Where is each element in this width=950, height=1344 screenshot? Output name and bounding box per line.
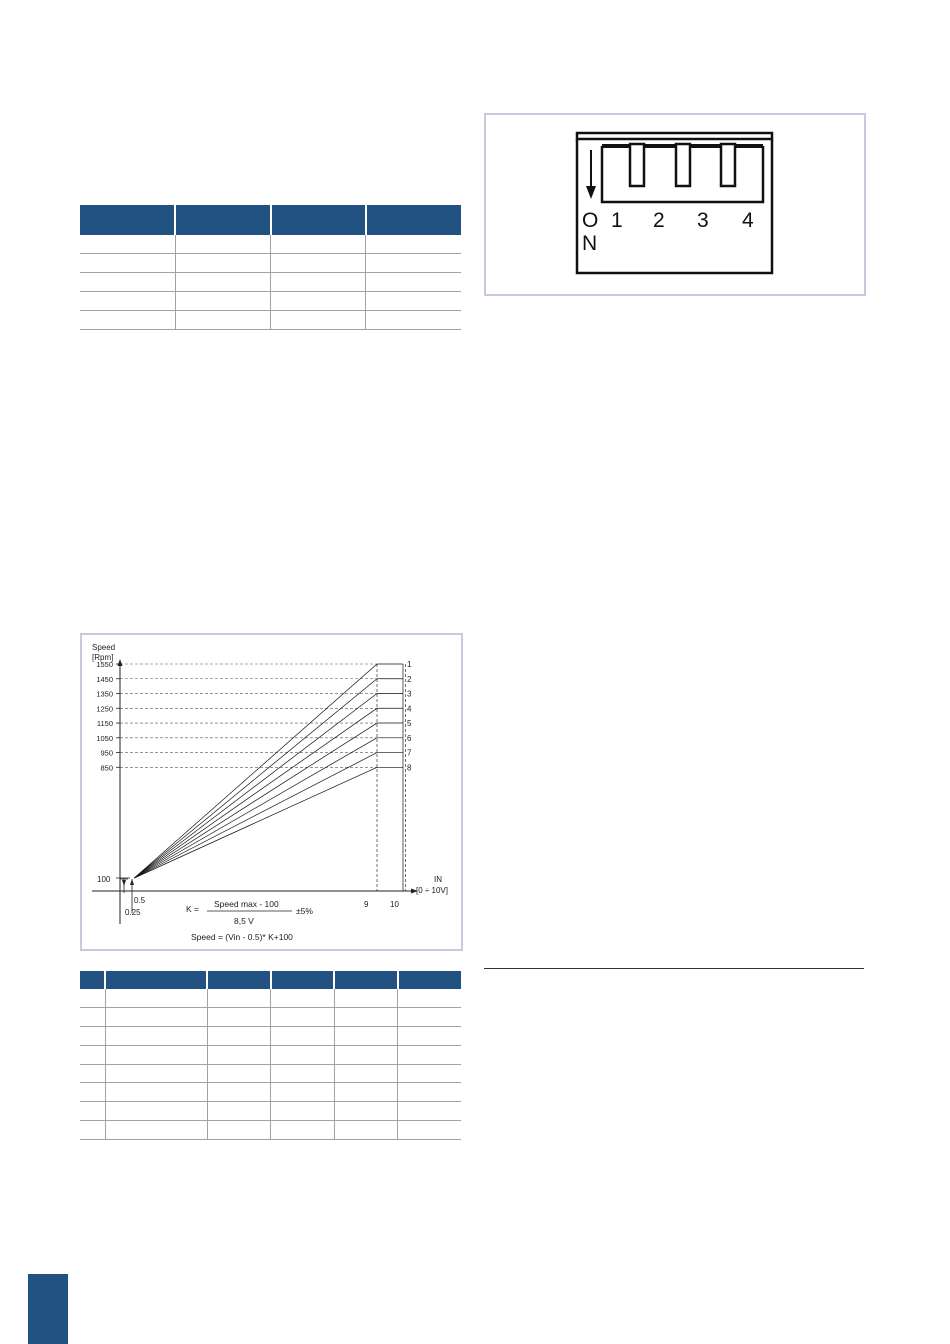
table-1-body — [80, 235, 461, 330]
table-2-cell — [271, 1083, 335, 1102]
table-1-header-cell — [271, 205, 366, 235]
table-2-header-cell — [207, 971, 271, 989]
marker-05-arrow-icon — [130, 879, 134, 885]
series-label: 1 — [407, 660, 412, 669]
speed-chart-frame — [80, 633, 463, 951]
table-2-cell — [207, 1007, 271, 1026]
table-2-row — [80, 1102, 461, 1121]
switch-label-4: 4 — [742, 209, 754, 232]
table-1-cell — [175, 254, 270, 273]
y-axis-arrow-icon — [118, 659, 123, 666]
table-1-cell — [80, 311, 175, 330]
y-tick-label: 950 — [100, 748, 113, 758]
x-start-label-025: 0.25 — [125, 908, 141, 917]
table-2-cell — [271, 1045, 335, 1064]
table-2-cell — [105, 1121, 207, 1140]
series-label: 6 — [407, 733, 412, 743]
page-edge-tab — [28, 1274, 68, 1344]
table-2-cell — [105, 1007, 207, 1026]
table-2-cell — [398, 1121, 462, 1140]
dip-switch-diagram — [486, 115, 864, 294]
table-2-cell — [271, 1121, 335, 1140]
switch-label-2: 2 — [653, 209, 665, 232]
series-label: 7 — [407, 748, 412, 758]
table-1-row — [80, 235, 461, 254]
table-2-row — [80, 1083, 461, 1102]
table-2-cell — [80, 1102, 105, 1121]
series-line-8 — [134, 767, 377, 878]
table-2-cell — [398, 1026, 462, 1045]
table-2-cell — [105, 1026, 207, 1045]
table-2-header-cell — [334, 971, 398, 989]
y-tick-label: 1250 — [96, 704, 113, 714]
table-1-cell — [271, 254, 366, 273]
table-2-cell — [207, 1026, 271, 1045]
table-1-header-cell — [175, 205, 270, 235]
formula-k-prefix: K = — [186, 904, 199, 914]
table-1-row — [80, 292, 461, 311]
table-2-row — [80, 1026, 461, 1045]
table-2-cell — [105, 1064, 207, 1083]
series-label: 8 — [407, 763, 412, 773]
marker-025-arrow-icon — [122, 880, 126, 886]
table-2-cell — [334, 1007, 398, 1026]
arrow-down-icon — [586, 186, 596, 199]
table-2-cell — [80, 1045, 105, 1064]
table-2-cell — [207, 989, 271, 1007]
table-2-cell — [271, 1064, 335, 1083]
on-label-o: O — [582, 209, 599, 232]
table-1-cell — [175, 273, 270, 292]
table-2-cell — [80, 1083, 105, 1102]
table-2-cell — [334, 989, 398, 1007]
table-1-row — [80, 311, 461, 330]
table-1-header-cell — [366, 205, 461, 235]
table-2-cell — [271, 1102, 335, 1121]
table-1-cell — [366, 292, 461, 311]
table-2-row — [80, 989, 461, 1007]
table-2-header-cell — [80, 971, 105, 989]
table-2-cell — [105, 1102, 207, 1121]
table-1-cell — [175, 292, 270, 311]
dip-switch-lever-2[interactable] — [676, 144, 690, 186]
table-1-row — [80, 273, 461, 292]
table-2-cell — [207, 1045, 271, 1064]
table-2-cell — [334, 1121, 398, 1140]
table-2-header-cell — [105, 971, 207, 989]
y-tick-label: 850 — [100, 763, 113, 773]
series-line-4 — [134, 708, 377, 878]
y-tick-label: 1550 — [96, 660, 113, 669]
table-2-cell — [271, 1007, 335, 1026]
switch-label-1: 1 — [611, 209, 623, 232]
y-tick-label: 1450 — [96, 674, 113, 684]
series-label: 3 — [407, 689, 412, 699]
dip-switch-body — [577, 139, 772, 273]
table-1-cell — [175, 235, 270, 254]
table-2-row — [80, 1007, 461, 1026]
series-line-3 — [134, 694, 377, 878]
table-2-cell — [80, 989, 105, 1007]
table-1 — [80, 205, 461, 330]
table-2-row — [80, 1064, 461, 1083]
dip-switch-frame — [484, 113, 866, 296]
table-2-cell — [398, 1045, 462, 1064]
table-1-header-row — [80, 205, 461, 235]
table-1-cell — [271, 235, 366, 254]
table-2-header-row — [80, 971, 461, 989]
table-2-cell — [334, 1026, 398, 1045]
table-1-cell — [271, 273, 366, 292]
table-1-cell — [271, 292, 366, 311]
table-2-cell — [334, 1102, 398, 1121]
dip-switch-top-rail — [577, 133, 772, 139]
table-2-cell — [398, 1064, 462, 1083]
y-axis-label-line2: [Rpm] — [92, 653, 114, 662]
table-2-cell — [334, 1083, 398, 1102]
section-divider — [484, 968, 864, 969]
table-2-cell — [271, 1026, 335, 1045]
table-2-cell — [207, 1083, 271, 1102]
series-line-6 — [134, 738, 377, 878]
table-1-cell — [80, 292, 175, 311]
table-2-cell — [271, 989, 335, 1007]
table-2-cell — [398, 989, 462, 1007]
table-2-cell — [207, 1102, 271, 1121]
table-2 — [80, 971, 461, 1140]
series-label: 4 — [407, 704, 412, 714]
table-1-cell — [271, 311, 366, 330]
y-tick-label: 1350 — [96, 689, 113, 699]
table-1-cell — [366, 235, 461, 254]
table-2-cell — [80, 1064, 105, 1083]
series-label: 5 — [407, 719, 412, 729]
table-1-cell — [366, 311, 461, 330]
table-2-cell — [207, 1121, 271, 1140]
series-line-2 — [134, 679, 377, 878]
table-2-header-cell — [398, 971, 462, 989]
dip-switch-lever-3[interactable] — [721, 144, 735, 186]
y-axis-label-line1: Speed — [92, 643, 116, 652]
table-2-cell — [105, 1083, 207, 1102]
table-1-row — [80, 254, 461, 273]
table-2-row — [80, 1121, 461, 1140]
table-2-cell — [398, 1007, 462, 1026]
formula-tolerance: ±5% — [296, 906, 313, 916]
formula-numerator: Speed max - 100 — [214, 899, 279, 909]
x-tick-label-10: 10 — [390, 900, 399, 909]
y-tick-label: 1050 — [96, 733, 113, 743]
speed-formula: Speed = (Vin - 0.5)* K+100 — [191, 932, 293, 942]
x-axis-label-line2: [0 ÷ 10V] — [416, 886, 448, 895]
table-1-cell — [175, 311, 270, 330]
y-tick-label: 1150 — [96, 719, 113, 729]
table-2-row — [80, 1045, 461, 1064]
table-2-cell — [105, 1045, 207, 1064]
speed-chart — [82, 635, 461, 949]
table-1-cell — [366, 254, 461, 273]
formula-denominator: 8,5 V — [234, 916, 254, 926]
x-axis-label-line1: IN — [434, 875, 442, 884]
table-1-cell — [80, 235, 175, 254]
series-line-5 — [134, 723, 377, 878]
table-2-cell — [334, 1045, 398, 1064]
table-2-cell — [398, 1083, 462, 1102]
dip-switch-lever-1[interactable] — [630, 144, 644, 186]
table-2-body — [80, 989, 461, 1140]
x-start-label-05: 0.5 — [134, 896, 146, 905]
table-1-header-cell — [80, 205, 175, 235]
y-min-tick-label: 100 — [97, 875, 111, 884]
table-1-cell — [80, 273, 175, 292]
table-2-cell — [80, 1026, 105, 1045]
x-tick-label-9: 9 — [364, 900, 369, 909]
table-2-cell — [80, 1121, 105, 1140]
table-2-cell — [105, 989, 207, 1007]
table-2-cell — [398, 1102, 462, 1121]
table-1-cell — [80, 254, 175, 273]
table-2-cell — [334, 1064, 398, 1083]
on-label-n: N — [582, 232, 598, 255]
table-1-cell — [366, 273, 461, 292]
table-2-header-cell — [271, 971, 335, 989]
table-2-cell — [80, 1007, 105, 1026]
table-2-cell — [207, 1064, 271, 1083]
series-label: 2 — [407, 674, 412, 684]
switch-label-3: 3 — [697, 209, 709, 232]
